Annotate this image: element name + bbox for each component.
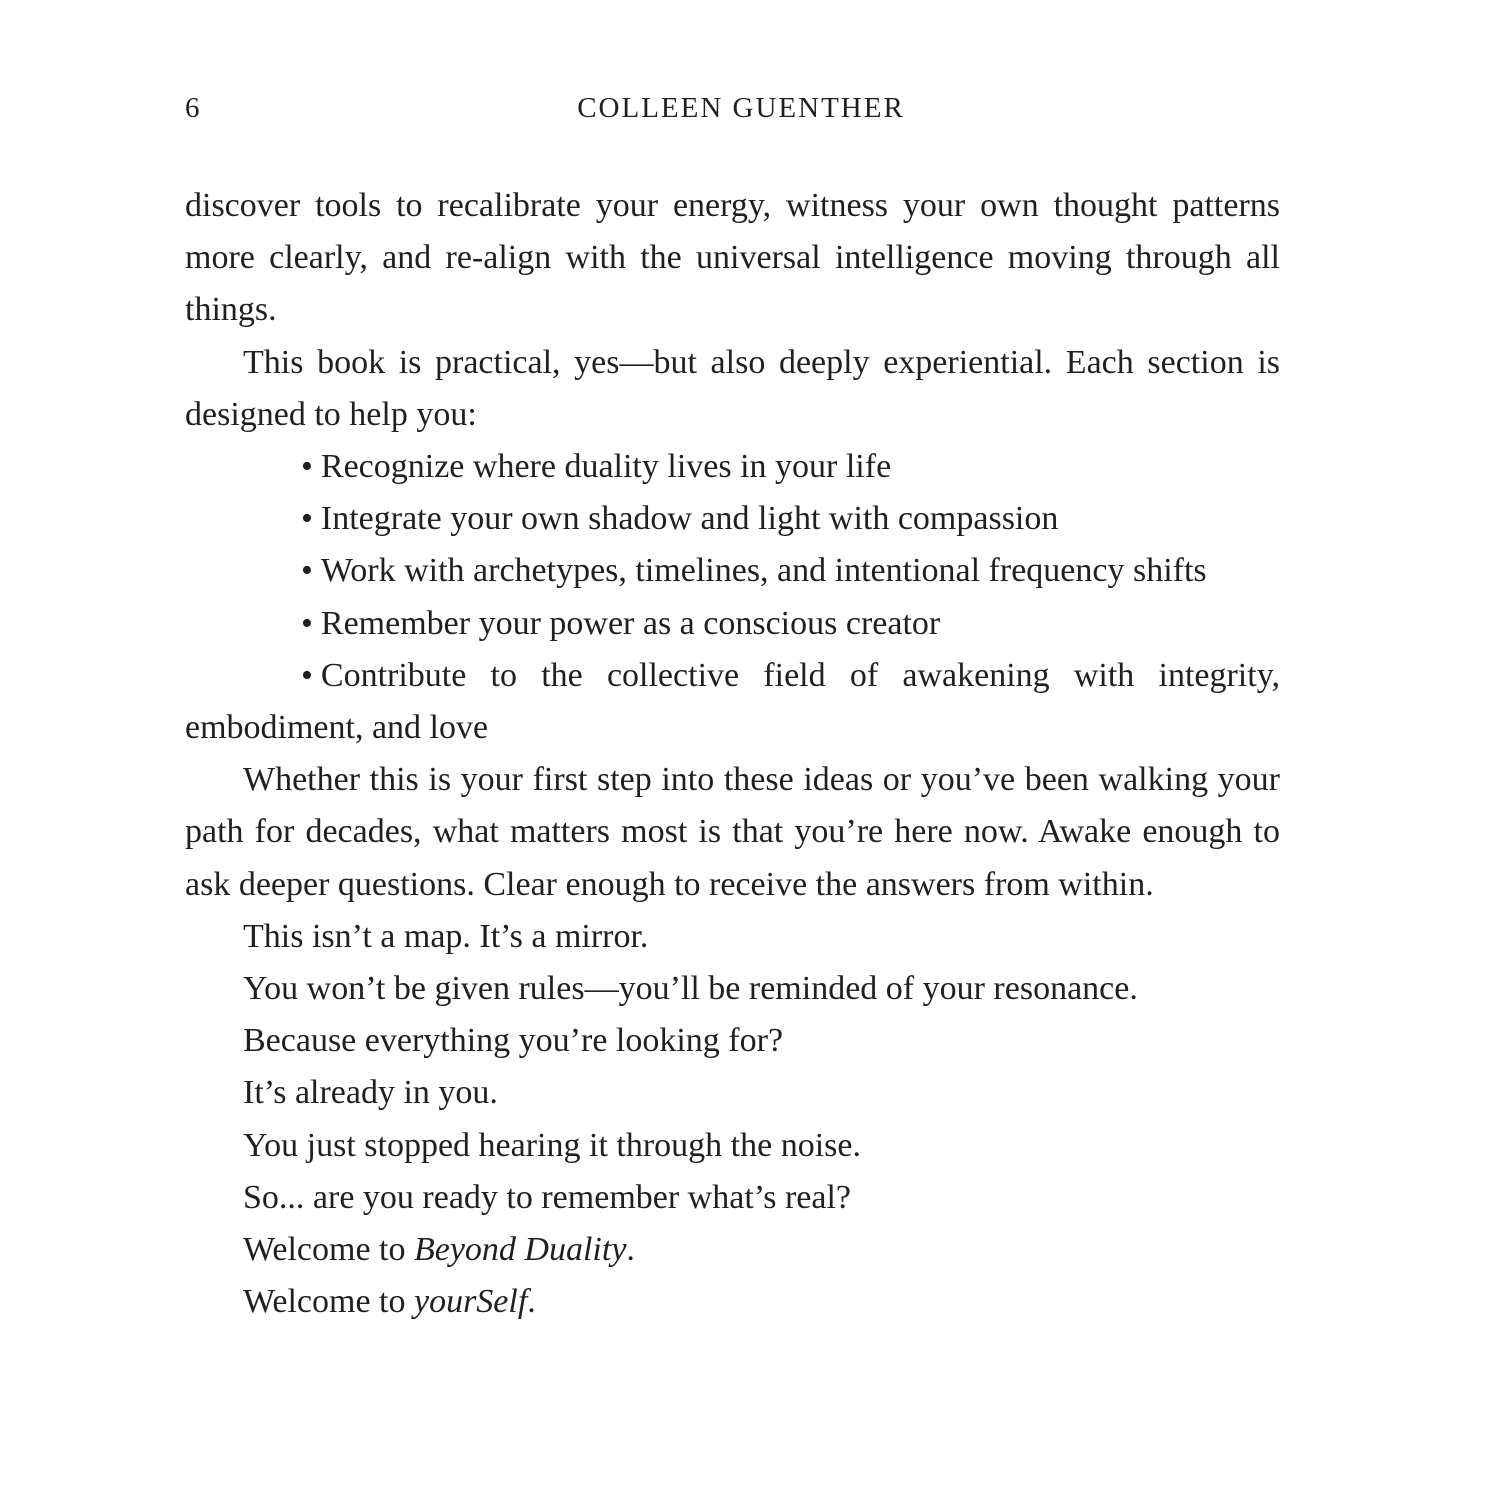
line-welcome-book [185,1224,1280,1276]
line-map-mirror: This isn’t a map. It’s a mirror. [243,917,649,955]
bullet-text: Work with archetypes, timelines, and intentional frequency shifts [320,552,1207,590]
bullet-item [185,650,1280,754]
bullet-text: Remember your power as a conscious creator [320,604,941,642]
bullet-item [185,493,1280,545]
bullet-text: Contribute to the collective field of awakening with integrity, embodiment, and love [185,656,1280,747]
bullet-marker: • [301,552,313,590]
page-number: 6 [185,92,200,124]
bullet-marker: • [301,500,313,538]
bullet-item [185,441,1280,493]
line-rules-resonance: You won’t be given rules—you’ll be reminded of your resonance. [243,970,1138,1008]
paragraph-intro: This book is practical, yes—but also deeply experiential. Each section is designed to help you: [185,343,1280,433]
body-text [185,180,1280,1328]
bullet-text: Recognize where duality lives in your life [320,448,892,486]
line-noise: You just stopped hearing it through the noise. [243,1126,861,1164]
bullet-marker: • [301,448,313,486]
running-title-author: COLLEEN GUENTHER [577,92,905,124]
welcome-suffix: . [626,1231,635,1269]
line-already-in-you: It’s already in you. [243,1074,498,1112]
bullet-item [185,598,1280,650]
running-head [185,88,1280,128]
line-looking-for: Because everything you’re looking for? [243,1022,784,1060]
welcome-suffix: . [527,1283,536,1321]
bullet-marker: • [301,604,313,642]
line-ready: So... are you ready to remember what’s real? [243,1178,851,1216]
welcome-prefix: Welcome to [243,1283,414,1321]
paragraph-continued: discover tools to recalibrate your energy, witness your own thought patterns more clearly, and re-align with the universal intelligence moving through all things. [185,187,1280,329]
bullet-item [185,545,1280,597]
welcome-prefix: Welcome to [243,1231,414,1269]
line-welcome-self [185,1276,1280,1328]
book-title: Beyond Duality [413,1231,627,1269]
your-self-italic: yourSelf [413,1283,528,1321]
bullet-marker: • [301,656,313,694]
bullet-text: Integrate your own shadow and light with compassion [320,500,1059,538]
paragraph-whether: Whether this is your first step into these ideas or you’ve been walking your path for decades, what matters most is that you’re here now. Awake enough to ask deeper questions. Clear enough to receive the answers from within. [185,761,1280,903]
